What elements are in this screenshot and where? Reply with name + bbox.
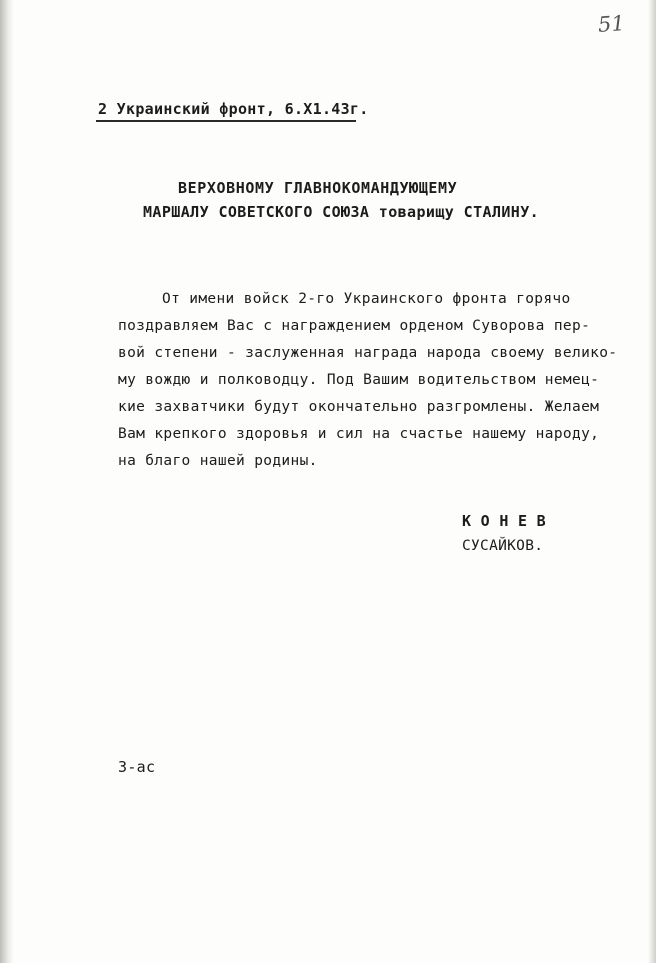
body-line-1: От имени войск 2-го Украинского фронта горячо bbox=[162, 291, 571, 307]
addressee-line-2: МАРШАЛУ СОВЕТСКОГО СОЮЗА товарищу СТАЛИНУ. bbox=[143, 203, 540, 221]
handwritten-page-number: 51 bbox=[597, 11, 626, 37]
body-line-6: Вам крепкого здоровья и сил на счастье нашему народу, bbox=[118, 426, 600, 442]
header-underline bbox=[96, 120, 356, 122]
scan-edge-left bbox=[0, 0, 14, 963]
body-line-5: кие захватчики будут окончательно разгромлены. Желаем bbox=[118, 399, 600, 415]
body-line-7: на благо нашей родины. bbox=[118, 453, 318, 469]
file-mark: 3-ас bbox=[118, 758, 156, 776]
body-line-3: вой степени - заслуженная награда народа своему велико- bbox=[118, 345, 618, 361]
document-header: 2 Украинский фронт, 6.Х1.43г. bbox=[98, 100, 369, 118]
body-line-4: му вождю и полководцу. Под Вашим водительством немец- bbox=[118, 372, 600, 388]
scan-edge-right bbox=[648, 0, 656, 963]
signature-susaikov: СУСАЙКОВ. bbox=[462, 538, 544, 554]
body-line-2: поздравляем Вас с награждением орденом Суворова пер- bbox=[118, 318, 591, 334]
addressee-line-1: ВЕРХОВНОМУ ГЛАВНОКОМАНДУЮЩЕМУ bbox=[178, 179, 458, 197]
signature-konev: К О Н Е В bbox=[462, 512, 546, 530]
